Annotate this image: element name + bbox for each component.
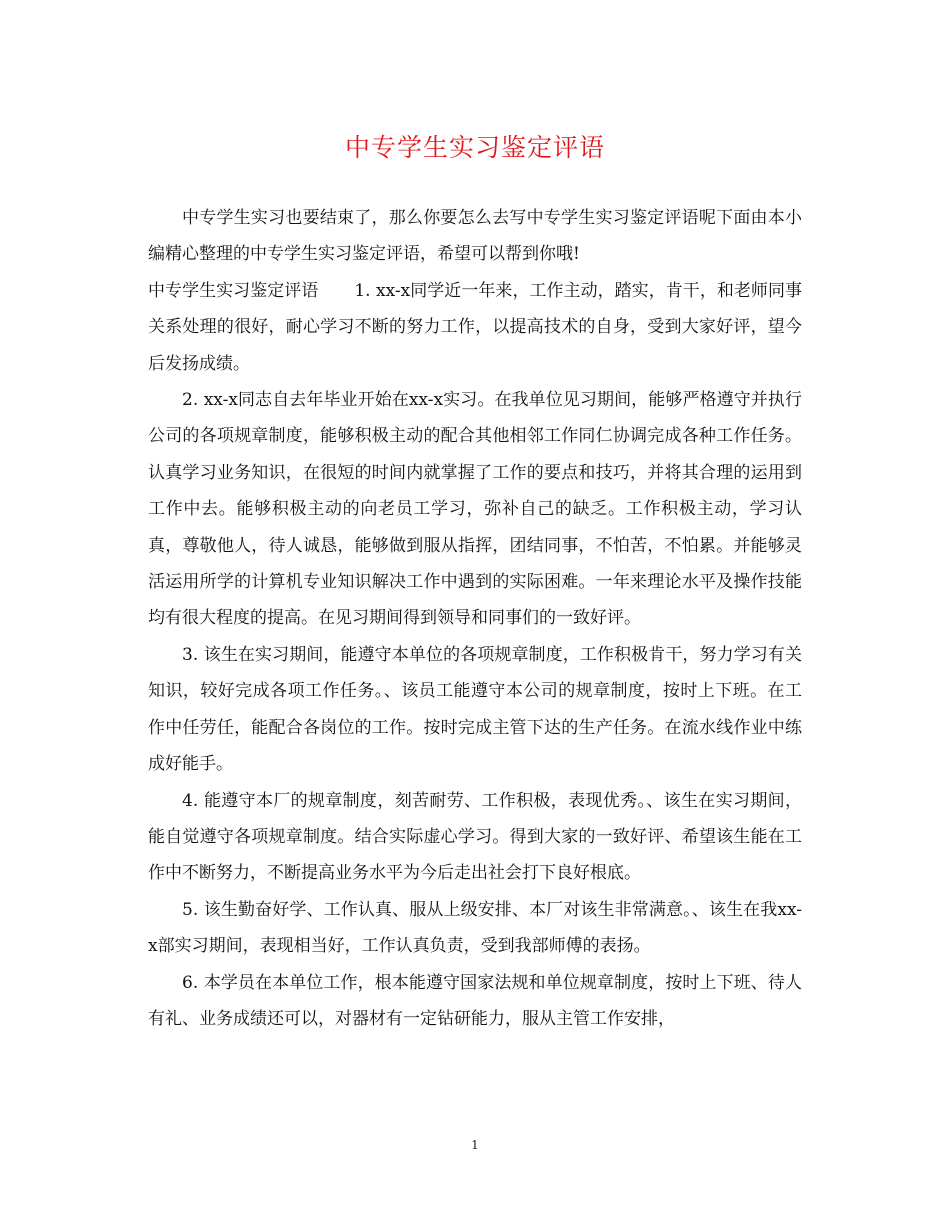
document-body bbox=[148, 200, 802, 1037]
page-number: 1 bbox=[471, 1138, 479, 1152]
section-label: 中专学生实习鉴定评语 bbox=[148, 280, 319, 301]
item-1-text: 1. xx-x同学近一年来，工作主动，踏实，肯干，和老师同事关系处理的很好，耐心学习不断的努力工作，以提高技术的自身，受到大家好评，望今后发扬成绩。 bbox=[148, 280, 802, 374]
intro-paragraph: 中专学生实习也要结束了，那么你要怎么去写中专学生实习鉴定评语呢下面由本小编精心整理的中专学生实习鉴定评语，希望可以帮到你哦! bbox=[148, 208, 802, 265]
item-paragraph-5: 5. 该生勤奋好学、工作认真、服从上级安排、本厂对该生非常满意。、该生在我xx-x部实习期间，表现相当好，工作认真负责，受到我部师傅的表扬。 bbox=[148, 899, 802, 957]
item-paragraph-3: 3. 该生在实习期间，能遵守本单位的各项规章制度，工作积极肯干，努力学习有关知识，较好完成各项工作任务。、该员工能遵守本公司的规章制度，按时上下班。在工作中任劳任，能配合各岗位的工作。按时完成主管下达的生产任务。在流水线作业中练成好能手。 bbox=[148, 644, 802, 775]
item-paragraph-4: 4. 能遵守本厂的规章制度，刻苦耐劳、工作积极，表现优秀。、该生在实习期间，能自觉遵守各项规章制度。结合实际虚心学习。得到大家的一致好评、希望该生能在工作中不断努力，不断提高业务水平为今后走出社会打下良好根底。 bbox=[148, 790, 802, 884]
item-paragraph-1 bbox=[148, 273, 802, 382]
item-paragraph-2: 2. xx-x同志自去年毕业开始在xx-x实习。在我单位见习期间，能够严格遵守并执行公司的各项规章制度，能够积极主动的配合其他相邻工作同仁协调完成各种工作任务。认真学习业务知识，在很短的时间内就掌握了工作的要点和技巧，并将其合理的运用到工作中去。能够积极主动的向老员工学习，弥补自己的缺乏。工作积极主动，学习认真，尊敬他人，待人诚恳，能够做到服从指挥，团结同事，不怕苦，不怕累。并能够灵活运用所学的计算机专业知识解决工作中遇到的实际困难。一年来理论水平及操作技能均有很大程度的提高。在见习期间得到领导和同事们的一致好评。 bbox=[148, 390, 802, 629]
document-title: 中专学生实习鉴定评语 bbox=[344, 133, 605, 162]
item-paragraph-6: 6. 本学员在本单位工作，根本能遵守国家法规和单位规章制度，按时上下班、待人有礼、业务成绩还可以，对器材有一定钻研能力，服从主管工作安排， bbox=[148, 972, 802, 1029]
